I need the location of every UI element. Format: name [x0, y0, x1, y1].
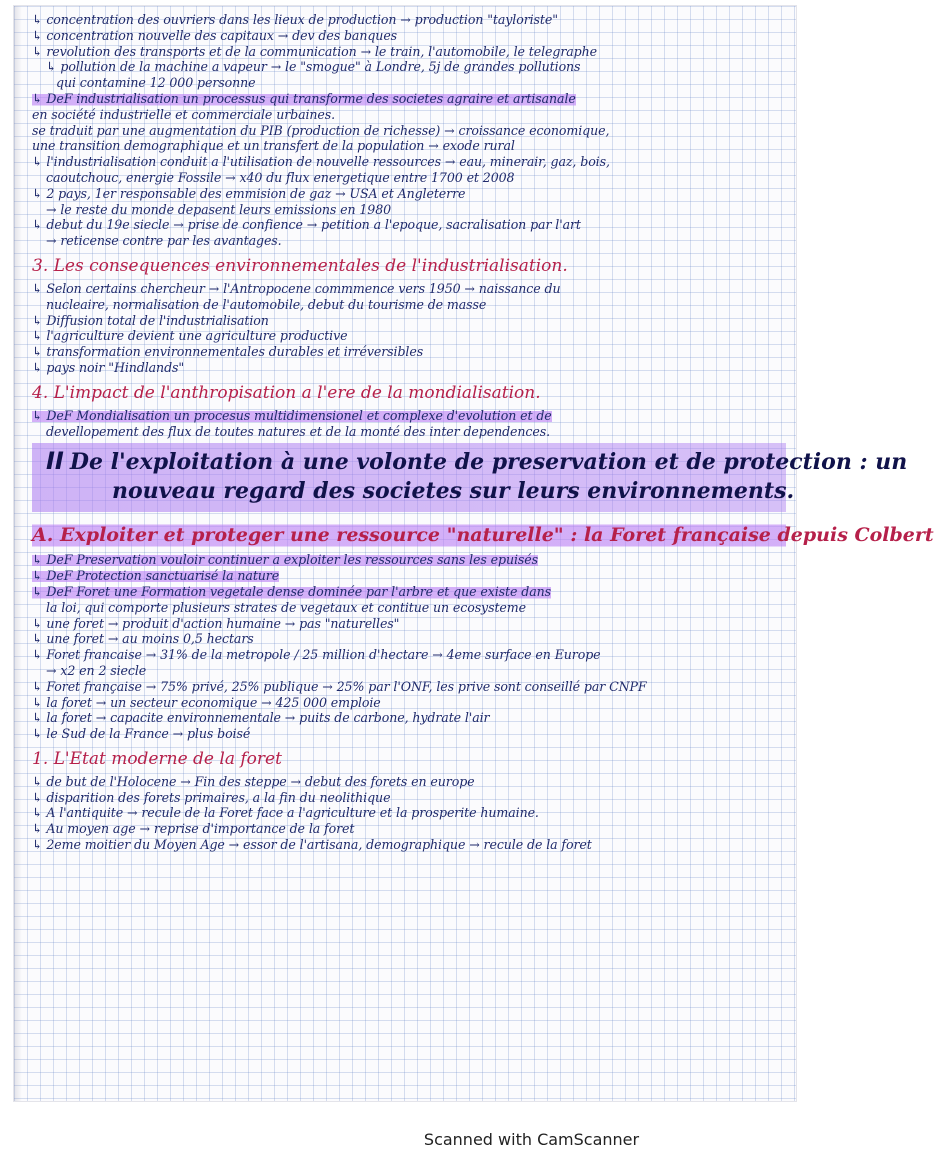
section-a-title: A. Exploiter et proteger une ressource "naturelle" : la Foret française depuis Colbert	[32, 524, 934, 547]
note-line: qui contamine 12 000 personne	[56, 75, 256, 91]
note-line: caoutchouc, energie Fossile → x40 du flux energetique entre 1700 et 2008	[46, 169, 515, 185]
note-line: ↳ 2 pays, 1er responsable des emmision de gaz → USA et Angleterre	[32, 185, 466, 201]
definition-industrialisation: ↳ DeF industrialisation un processus qui transforme des societes agraire et artisanale	[32, 90, 576, 106]
note-line: ↳ concentration des ouvriers dans les lieux de production → production "tayloriste"	[32, 12, 558, 27]
notebook-page	[14, 6, 934, 1101]
note-line: ↳ Foret francaise → 31% de la metropole / 25 million d'hectare → 4eme surface en Europe	[32, 647, 601, 663]
note-line: devellopement des flux de toutes natures et de la monté des inter dependences.	[46, 423, 550, 439]
note-line: se traduit par une augmentation du PIB (production de richesse) → croissance economique,	[32, 122, 610, 138]
note-line: ↳ disparition des forets primaires, a la fin du neolithique	[32, 789, 391, 805]
scanner-watermark: Scanned with CamScanner	[423, 1130, 640, 1149]
note-line: ↳ pollution de la machine a vapeur → le "smogue" à Londre, 5j de grandes pollutions	[46, 59, 581, 75]
note-line: ↳ Selon certains chercheur → l'Antropocene commmence vers 1950 → naissance du	[32, 280, 561, 296]
note-line: ↳ pays noir "Hindlands"	[32, 359, 185, 375]
note-line: ↳ l'agriculture devient une agriculture productive	[32, 328, 348, 344]
part-2-title-line-2: nouveau regard des societes sur leurs environnements.	[112, 478, 795, 505]
note-line: ↳ Diffusion total de l'industrialisation	[32, 312, 269, 328]
note-line: ↳ de but de l'Holocene → Fin des steppe → debut des forets en europe	[32, 773, 475, 789]
section-1-title: 1. L'Etat moderne de la foret	[32, 748, 282, 769]
note-line: en société industrielle et commerciale urbaines.	[32, 106, 336, 122]
note-line: ↳ l'industrialisation conduit a l'utilisation de nouvelle ressources → eau, minerair, gaz, bois,	[32, 154, 610, 170]
note-line: ↳ revolution des transports et de la communication → le train, l'automobile, le telegraphe	[32, 43, 597, 59]
note-line: ↳ la foret → capacite environnementale → puits de carbone, hydrate l'air	[32, 710, 490, 726]
definition-mondialisation: ↳ DeF Mondialisation un procesus multidimensionel et complexe d'evolution et de	[32, 407, 552, 423]
note-line: ↳ Foret française → 75% privé, 25% publique → 25% par l'ONF, les prive sont conseillé par CNPF	[32, 678, 647, 694]
note-line: ↳ A l'antiquite → recule de la Foret face a l'agriculture et la prosperite humaine.	[32, 805, 539, 821]
part-2-number: II	[46, 447, 64, 476]
note-line: ↳ transformation environnementales durables et irréversibles	[32, 344, 424, 360]
note-line: ↳ concentration nouvelle des capitaux → dev des banques	[32, 27, 398, 43]
note-line: ↳ la foret → un secteur economique → 425 000 emploie	[32, 694, 381, 710]
part-2-heading	[32, 443, 908, 512]
note-line: ↳ debut du 19e siecle → prise de confience → petition a l'epoque, sacralisation par l'art	[32, 217, 581, 233]
note-line: ↳ le Sud de la France → plus boisé	[32, 726, 251, 742]
note-line: ↳ une foret → au moins 0,5 hectars	[32, 631, 254, 647]
notes-content	[32, 12, 934, 1101]
note-line: → x2 en 2 siecle	[46, 662, 147, 678]
section-3-title: 3. Les consequences environnementales de l'industrialisation.	[32, 255, 568, 276]
note-line: nucleaire, normalisation de l'automobile, debut du tourisme de masse	[46, 296, 487, 312]
section-4-title: 4. L'impact de l'anthropisation a l'ere de la mondialisation.	[32, 382, 541, 403]
definition-protection: ↳ DeF Protection sanctuarisé la nature	[32, 568, 280, 584]
note-line: ↳ 2eme moitier du Moyen Age → essor de l'artisana, demographique → recule de la foret	[32, 837, 592, 853]
note-line: ↳ une foret → produit d'action humaine → pas "naturelles"	[32, 615, 400, 631]
note-line: → le reste du monde depasent leurs emissions en 1980	[46, 201, 392, 217]
note-line: une transition demographique et un transfert de la population → exode rural	[32, 138, 515, 154]
definition-foret: ↳ DeF Foret une Formation vegetale dense dominée par l'arbre et que existe dans	[32, 583, 551, 599]
part-2-title-line-1: II De l'exploitation à une volonte de preservation et de protection : un	[46, 447, 908, 476]
note-line: → reticense contre par les avantages.	[46, 233, 282, 249]
note-line: la loi, qui comporte plusieurs strates de vegetaux et contitue un ecosysteme	[46, 599, 526, 615]
definition-preservation: ↳ DeF Preservation vouloir continuer a exploiter les ressources sans les epuisés	[32, 552, 539, 568]
note-line: ↳ Au moyen age → reprise d'importance de la foret	[32, 821, 355, 837]
